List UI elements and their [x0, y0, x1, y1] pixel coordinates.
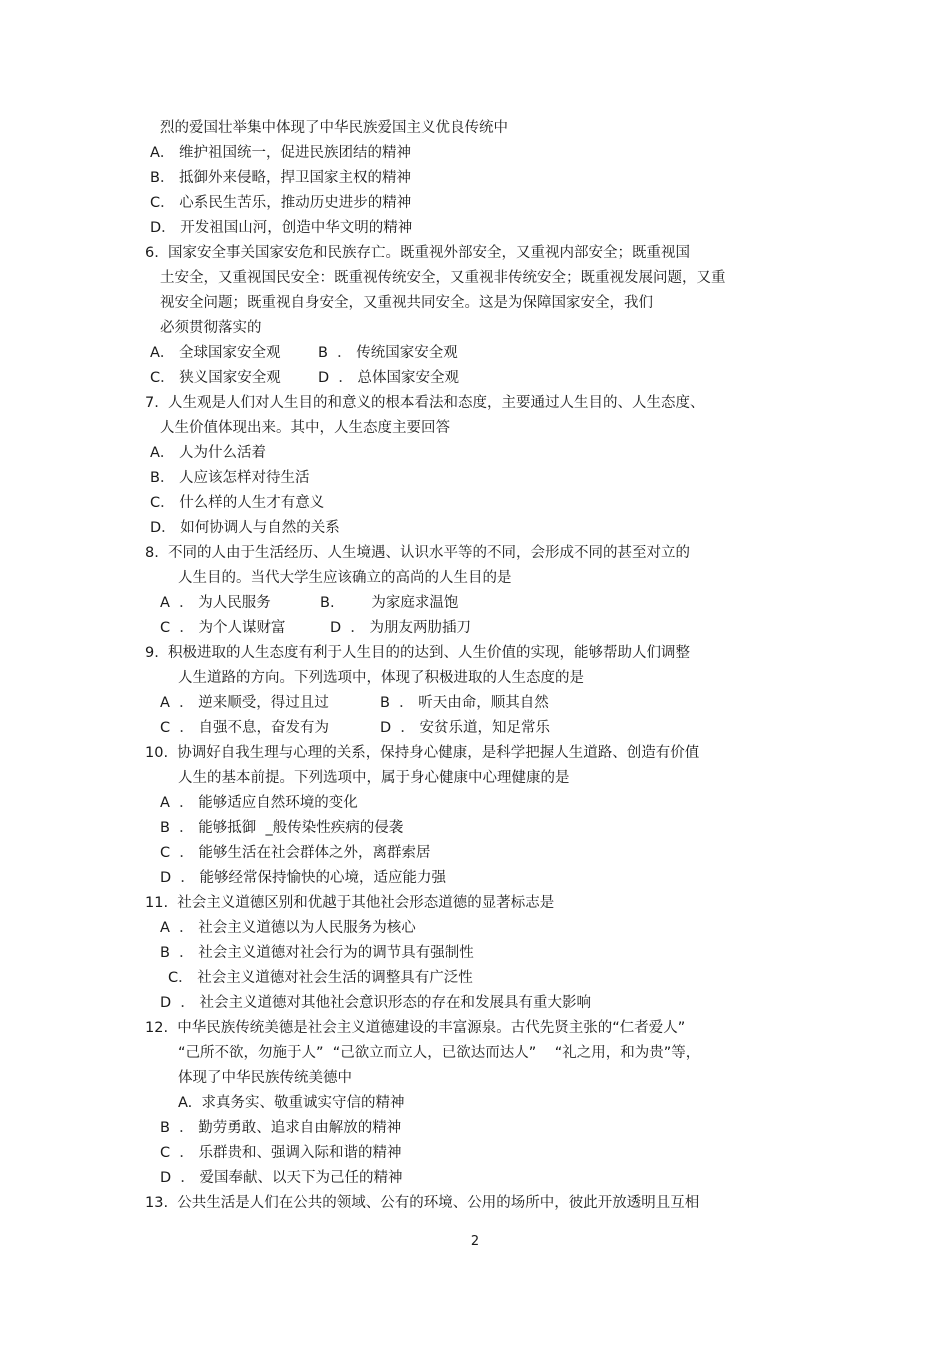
option-d: D． 开发祖国山河，创造中华文明的精神 [150, 220, 413, 236]
option-b: B ． 能够抵御 _般传染性疾病的侵袭 [160, 820, 404, 836]
option-c: C． 心系民生苦乐，推动历史进步的精神 [150, 195, 412, 211]
option-b: B. 为家庭求温饱 [320, 595, 459, 611]
option-d: D ． 能够经常保持愉快的心境，适应能力强 [160, 870, 446, 886]
option-d: D ． 社会主义道德对其他社会意识形态的存在和发展具有重大影响 [160, 995, 591, 1011]
question-8-text-line: 人生目的。当代大学生应该确立的高尚的人生目的是 [178, 570, 512, 586]
option-a: A. 求真务实、敬重诚实守信的精神 [178, 1095, 405, 1111]
question-9-text-line: 人生道路的方向。下列选项中，体现了积极进取的人生态度的是 [178, 670, 584, 686]
question-6-text-line: 必须贯彻落实的 [160, 320, 262, 336]
option-a: A ． 为人民服务 [160, 595, 271, 611]
option-d: D ． 为朋友两肋插刀 [330, 620, 471, 636]
option-c: C ． 自强不息，奋发有为 [160, 720, 329, 736]
option-b: B ． 勤劳勇敢、追求自由解放的精神 [160, 1120, 402, 1136]
option-d: D ． 爱国奉献、以天下为己任的精神 [160, 1170, 403, 1186]
question-10-text: 10. 协调好自我生理与心理的关系，保持身心健康，是科学把握人生道路、创造有价值 [145, 745, 700, 761]
option-a: A ． 逆来顺受，得过且过 [160, 695, 329, 711]
question-continuation: 烈的爱国壮举集中体现了中华民族爱国主义优良传统中 [160, 120, 508, 136]
option-b: B ． 听天由命，顺其自然 [380, 695, 549, 711]
option-b: B． 抵御外来侵略，捍卫国家主权的精神 [150, 170, 412, 186]
question-11-text: 11. 社会主义道德区别和优越于其他社会形态道德的显著标志是 [145, 895, 555, 911]
option-a: A． 人为什么活着 [150, 445, 267, 461]
question-7-text-line: 人生价值体现出来。其中，人生态度主要回答 [160, 420, 450, 436]
question-6-text-line: 视安全问题；既重视自身安全，又重视共同安全。这是为保障国家安全，我们 [160, 295, 653, 311]
option-d: D． 如何协调人与自然的关系 [150, 520, 340, 536]
question-8-text: 8. 不同的人由于生活经历、人生境遇、认识水平等的不同，会形成不同的甚至对立的 [145, 545, 691, 561]
option-a: A ． 能够适应自然环境的变化 [160, 795, 358, 811]
question-12-text-line: 体现了中华民族传统美德中 [178, 1070, 352, 1086]
question-7-text: 7. 人生观是人们对人生目的和意义的根本看法和态度，主要通过人生目的、人生态度、 [145, 395, 705, 411]
option-c: C ． 乐群贵和、强调入际和谐的精神 [160, 1145, 402, 1161]
question-12-text-line: “己所不欲，勿施于人” “己欲立而立人，已欲达而达人” “礼之用，和为贵”等， [178, 1045, 701, 1061]
question-12-text: 12. 中华民族传统美德是社会主义道德建设的丰富源泉。古代先贤主张的“仁者爱人” [145, 1020, 686, 1036]
question-10-text-line: 人生的基本前提。下列选项中，属于身心健康中心理健康的是 [178, 770, 570, 786]
option-d: D ． 安贫乐道，知足常乐 [380, 720, 550, 736]
option-b: B ． 传统国家安全观 [318, 345, 458, 361]
option-a: A． 全球国家安全观 [150, 345, 281, 361]
option-c: C． 什么样的人生才有意义 [150, 495, 325, 511]
option-c: C ． 能够生活在社会群体之外，离群索居 [160, 845, 431, 861]
option-d: D ． 总体国家安全观 [318, 370, 459, 386]
option-a: A． 维护祖国统一，促进民族团结的精神 [150, 145, 412, 161]
question-6-text: 6. 国家安全事关国家安危和民族存亡。既重视外部安全，又重视内部安全；既重视国 [145, 245, 691, 261]
option-b: B ． 社会主义道德对社会行为的调节具有强制性 [160, 945, 474, 961]
page-number: 2 [470, 1234, 480, 1249]
question-9-text: 9. 积极进取的人生态度有利于人生目的的达到、人生价值的实现，能够帮助人们调整 [145, 645, 691, 661]
option-a: A ． 社会主义道德以为人民服务为核心 [160, 920, 416, 936]
question-6-text-line: 土安全，又重视国民安全：既重视传统安全，又重视非传统安全；既重视发展问题，又重 [160, 270, 726, 286]
question-13-text: 13. 公共生活是人们在公共的领域、公有的环境、公用的场所中，彼此开放透明且互相 [145, 1195, 700, 1211]
option-c: C ． 为个人谋财富 [160, 620, 286, 636]
option-c: C． 狭义国家安全观 [150, 370, 281, 386]
option-c: C． 社会主义道德对社会生活的调整具有广泛性 [168, 970, 473, 986]
option-b: B． 人应该怎样对待生活 [150, 470, 310, 486]
